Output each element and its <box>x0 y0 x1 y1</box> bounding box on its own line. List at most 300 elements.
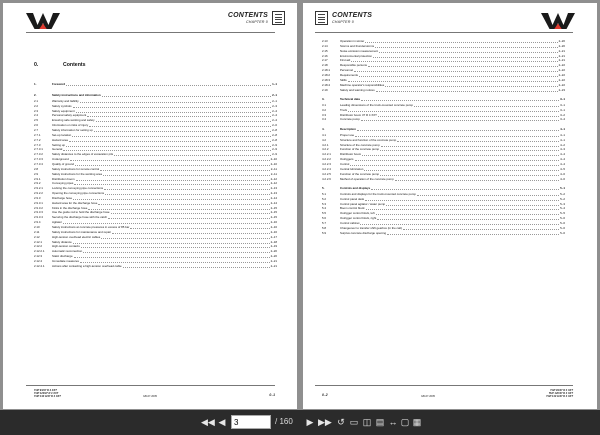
toc-entry-title: Structure of the concrete pump <box>340 142 380 147</box>
toc-entry-title: Control cabinet <box>340 221 360 225</box>
toc-entry[interactable] <box>322 49 565 53</box>
toc-entry[interactable] <box>34 93 277 97</box>
toc-entry[interactable] <box>34 162 277 166</box>
toc-entry-number: 2.18.1 <box>322 68 331 73</box>
toc-dot-leader <box>365 200 559 201</box>
single-page-icon[interactable]: ▭ <box>349 417 359 427</box>
toc-entry[interactable] <box>322 211 565 215</box>
toc-entry[interactable] <box>34 118 277 122</box>
toc-entry-title: Kinks in the discharge hose <box>52 205 88 210</box>
page-total: / 160 <box>275 417 293 426</box>
right-page <box>303 3 597 409</box>
toc-dot-leader <box>130 228 270 229</box>
toc-entry-title: Setting up <box>52 142 66 147</box>
toc-dot-leader <box>73 243 270 244</box>
toc-dot-leader <box>123 267 270 268</box>
toc-dot-leader <box>114 155 271 156</box>
toc-entry-page: 2–9 <box>272 142 277 147</box>
toc-entry[interactable] <box>34 244 277 248</box>
toc-entry[interactable] <box>34 104 277 108</box>
toc-dot-leader <box>80 262 270 263</box>
toc-entry[interactable] <box>34 177 277 181</box>
toc-entry-number: 4.2 <box>322 137 327 142</box>
toc-dot-leader <box>368 66 558 67</box>
toc-entry[interactable] <box>34 230 277 234</box>
toc-entry-number: 2.7.3.4 <box>34 161 43 166</box>
toc-entry-page: 2–15 <box>270 215 277 220</box>
toc-entry-title: Use the guide rod to hold the discharge hose <box>52 210 110 215</box>
toc-entry[interactable] <box>322 39 565 43</box>
toc-entry-number: 2.1 <box>34 98 39 103</box>
toc-entry-number: 2.12 <box>34 234 40 239</box>
toc-dot-leader <box>63 150 271 151</box>
toc-entry[interactable] <box>34 123 277 127</box>
toc-dot-leader <box>376 91 558 92</box>
toc-dot-leader <box>385 86 558 87</box>
two-page-icon[interactable]: ◫ <box>362 417 372 427</box>
toc-entry-title: Machine operator's responsibilities <box>340 82 385 87</box>
toc-entry-page: 2–10 <box>270 157 277 162</box>
toc-entry-title: Operation in winter <box>340 39 365 43</box>
toc-entry-number: 2.12.1 <box>34 239 43 244</box>
heading-title: Contents <box>63 62 86 68</box>
footer-model: THP 140 H/37 R 4 XXT <box>34 395 61 399</box>
toc-entry-number: 2.12.2 <box>34 244 43 249</box>
toc-entry-page: 2–9 <box>272 152 277 157</box>
toc-entry-page: 3–1 <box>560 102 565 107</box>
toc-dot-leader <box>366 209 559 210</box>
toc-entry[interactable] <box>34 264 277 268</box>
toc-entry-title: Control <box>340 161 350 166</box>
toc-entry[interactable] <box>34 249 277 253</box>
toc-entry-number: 4. <box>322 126 325 131</box>
toc-entry-page: 2–21 <box>558 48 565 53</box>
chapter-title: CONTENTS <box>227 12 268 19</box>
toc-entry-page: 1–1 <box>272 82 277 86</box>
toc-entry-title: Hazard area <box>52 137 68 142</box>
toc-dot-leader <box>361 120 559 121</box>
toc-entry-title: Safety symbols <box>52 103 72 108</box>
toc-entry[interactable] <box>322 147 565 151</box>
footer-models <box>34 389 61 399</box>
toc-entry[interactable] <box>322 88 565 92</box>
toc-entry-page: 2–21 <box>558 53 565 58</box>
toc-dot-leader <box>104 189 270 190</box>
chapter-header <box>228 12 268 24</box>
toc-entry-number: 4.2.1 <box>322 142 329 147</box>
toc-entry-number: 2.18.4 <box>322 82 331 87</box>
toc-entry[interactable] <box>34 196 277 200</box>
toc-entry-title: Changeover to transfer shift gearbox (in the cab) <box>340 225 403 230</box>
toc-dot-leader <box>83 252 270 253</box>
toc-entry-number: 2.11 <box>34 229 40 234</box>
toc-entry-page: 5–3 <box>560 201 565 206</box>
toc-entry[interactable] <box>322 143 565 147</box>
scroll-view-icon[interactable]: ▤ <box>375 417 385 427</box>
toc-entry-page: 2–13 <box>270 186 277 191</box>
toc-entry-number: 2.7.1 <box>34 132 41 137</box>
toc-entry-title: Outriggers <box>340 157 354 162</box>
toc-entry[interactable] <box>34 201 277 205</box>
toc-entry-page: 5–4 <box>560 206 565 211</box>
toc-dot-leader <box>364 170 559 171</box>
toc-entry-number: 2.12.4 <box>34 258 43 263</box>
toc-dot-leader <box>108 218 270 219</box>
toc-entry[interactable] <box>34 259 277 263</box>
toc-entry[interactable] <box>34 235 277 239</box>
toc-entry-page: 2–14 <box>270 195 277 200</box>
toc-entry[interactable] <box>322 58 565 62</box>
toc-entry[interactable] <box>322 177 565 181</box>
toc-entry-page: 4–1 <box>560 137 565 142</box>
toc-entry-title: Quality of ground <box>52 161 75 166</box>
toc-entry[interactable] <box>34 172 277 176</box>
toc-entry-number: 2. <box>34 92 37 97</box>
toc-entry[interactable] <box>34 113 277 117</box>
toc-entry-page: 2–16 <box>270 225 277 229</box>
toc-entry-number: 5.6 <box>322 216 327 221</box>
chapter-subtitle: CHAPTER 0 <box>332 20 354 24</box>
toc-dot-leader <box>360 224 559 225</box>
toc-dot-leader <box>373 57 558 58</box>
footer-model: THP 120/37 R 4 XXT <box>34 392 59 396</box>
toc-entry[interactable] <box>322 162 565 166</box>
toc-entry[interactable] <box>34 225 277 229</box>
toc-entry-number: 1. <box>34 82 37 86</box>
toc-dot-leader <box>73 107 271 108</box>
toc-entry-page: 2–4 <box>272 113 277 118</box>
toc-dot-leader <box>81 247 270 248</box>
toc-entry[interactable] <box>34 191 277 195</box>
footer-date: GB-07.2005 <box>421 395 435 398</box>
previous-page-icon[interactable]: ◀ <box>218 417 226 427</box>
toc-entry-number: 3.3 <box>322 112 327 117</box>
toc-dot-leader <box>371 189 559 190</box>
toc-entry-title: Personal safety equipment <box>52 113 87 118</box>
toc-entry-title: Proper use <box>340 132 355 137</box>
w-logo-icon <box>541 13 575 29</box>
toc-dot-leader <box>357 130 559 131</box>
toc-entry-number: 2.9.3.4 <box>34 215 43 220</box>
toc-entry-page: 2–16 <box>270 229 277 234</box>
toc-dot-leader <box>72 136 271 137</box>
toc-entry-page: 2–15 <box>270 210 277 215</box>
toc-dot-leader <box>376 214 559 215</box>
toc-entry-page: 2–16 <box>270 220 277 225</box>
toc-entry[interactable] <box>322 78 565 82</box>
toc-entry-title: Safety instructions for remote control <box>52 166 100 171</box>
toc-entry-page: 2–12 <box>270 181 277 186</box>
toc-entry[interactable] <box>34 186 277 190</box>
toc-entry-page: 5–6 <box>560 230 565 235</box>
toc-entry[interactable] <box>34 82 277 86</box>
toc-dot-leader <box>379 52 558 53</box>
toc-entry-number: 2.9.2.2 <box>34 191 43 196</box>
toc-dot-leader <box>96 121 271 122</box>
toc-entry-number: 2.4 <box>34 113 39 118</box>
toc-dot-leader <box>102 96 271 97</box>
toc-entry[interactable] <box>322 221 565 225</box>
toc-entry[interactable] <box>34 215 277 219</box>
toc-dot-leader <box>362 155 559 156</box>
footer-rule <box>26 385 275 386</box>
toc-dot-leader <box>395 180 559 181</box>
toc-entry[interactable] <box>34 147 277 151</box>
toc-dot-leader <box>105 194 270 195</box>
toc-entry[interactable] <box>322 197 565 201</box>
toc-entry-number: 2.19 <box>322 87 328 92</box>
toc-dot-leader <box>380 150 559 151</box>
toc-entry-number: 5.7 <box>322 221 327 225</box>
toc-entry-number: 2.9.2 <box>34 181 41 186</box>
toc-entry-number: 2.12.2.1 <box>34 249 45 254</box>
toc-entry-page: 5–6 <box>560 221 565 225</box>
toc-entry-title: Surplus concrete discharge opening <box>340 230 387 235</box>
toc-dot-leader <box>414 106 559 107</box>
toc-entry-page: 2–8 <box>272 137 277 142</box>
toc-entry-title: Concrete pump <box>340 117 360 122</box>
toc-dot-leader <box>397 141 559 142</box>
toc-entry[interactable] <box>322 192 565 196</box>
footer-date: GB-07.2005 <box>143 395 157 398</box>
toc-entry[interactable] <box>34 181 277 185</box>
toc-entry-title: Responsible persons <box>340 63 367 68</box>
toc-entry-number: 4.2.2.1 <box>322 152 331 157</box>
toc-entry[interactable] <box>322 157 565 161</box>
toc-entry-title: Leading dimensions of the truck-mounted concrete pump <box>340 102 413 107</box>
toc-dot-leader <box>348 111 559 112</box>
toc-entry-number: 5.1 <box>322 191 327 196</box>
toc-entry-page: 2–3 <box>272 103 277 108</box>
fit-width-icon[interactable]: ↔ <box>388 417 398 427</box>
toc-entry-page: 2–20 <box>558 39 565 43</box>
toc-entry-page: 2–11 <box>270 166 277 171</box>
toc-entry-title: High-tension overhead electric cables <box>52 234 101 239</box>
toc-entry-number: 2.8 <box>34 166 39 171</box>
toc-entry[interactable] <box>322 202 565 206</box>
next-page-icon[interactable]: ▶ <box>306 417 314 427</box>
toc-entry-page: 2–21 <box>270 258 277 263</box>
footer-model: THP 94/37 R 4 XXT <box>550 389 573 392</box>
toc-entry-page: 4–1 <box>560 126 565 131</box>
toc-entry-number: 3.2 <box>322 107 327 112</box>
toc-entry-page: 2–22 <box>558 63 565 68</box>
toc-entry-page: 4–4 <box>560 161 565 166</box>
page-number-input[interactable]: 3 <box>231 415 271 429</box>
toc-entry-number: 2.7.2 <box>34 137 41 142</box>
toc-entry-title: Static discharge <box>52 254 73 259</box>
toc-dot-leader <box>101 238 270 239</box>
toc-entry-number: 2.18 <box>322 63 328 68</box>
toc-entry-title: Safety equipment <box>52 108 75 113</box>
toc-entry-page: 2–4 <box>272 118 277 123</box>
toc-entry[interactable] <box>322 83 565 87</box>
toc-entry-number: 3.4 <box>322 117 327 122</box>
toc-entry-page: 2–8 <box>272 132 277 137</box>
toc-dot-leader <box>386 205 559 206</box>
toc-entry-number: 5. <box>322 185 325 190</box>
toc-entry[interactable] <box>322 226 565 230</box>
viewer-toolbar <box>0 410 600 435</box>
toc-entry-number: 5.3 <box>322 201 327 206</box>
toc-entry-title: Immediate measures <box>52 258 79 263</box>
toc-entry-number: 4.2.2.5 <box>322 171 331 176</box>
toc-dot-leader <box>361 100 559 101</box>
toc-entry-number: 2.6 <box>34 123 39 128</box>
toc-entry-title: Foreword <box>52 82 66 86</box>
toc-dot-leader <box>88 209 270 210</box>
rotate-icon[interactable]: ↺ <box>337 417 345 427</box>
toc-dot-leader <box>350 165 559 166</box>
toc-entry-page: 2–22 <box>558 82 565 87</box>
toc-entry[interactable] <box>34 143 277 147</box>
toc-entry[interactable] <box>322 54 565 58</box>
toc-entry[interactable] <box>322 216 565 220</box>
toc-entry[interactable] <box>322 186 565 190</box>
first-page-icon[interactable]: ◀◀ <box>201 417 215 427</box>
toc-dot-leader <box>80 102 271 103</box>
toc-entry[interactable] <box>322 133 565 137</box>
toc-entry-number: 4.2.2 <box>322 147 329 152</box>
toc-entry-title: Structure and function of the concrete pump <box>340 137 397 142</box>
toc-dot-leader <box>87 116 271 117</box>
toc-entry[interactable] <box>322 206 565 210</box>
toc-entry-number: 4.2.2.3 <box>322 161 331 166</box>
toc-entry-title: Safety and warning notices <box>340 87 375 92</box>
toc-entry-title: Skills <box>340 77 347 82</box>
toc-entry-page: 2–13 <box>270 191 277 196</box>
toc-dot-leader <box>365 42 558 43</box>
toc-dot-leader <box>378 116 559 117</box>
toc-entry-title: Actions after contacting a high-tension overhead cable <box>52 263 122 268</box>
toc-entry-title: Conveying pipes <box>52 181 74 186</box>
toc-entry[interactable] <box>322 117 565 121</box>
toc-dot-leader <box>377 219 559 220</box>
toc-entry-title: Underground <box>52 157 69 162</box>
toc-dot-leader <box>359 76 558 77</box>
toc-entry-page: 2–12 <box>270 176 277 181</box>
toc-entry-title: Outrigger control block, left <box>340 211 375 216</box>
footer-model: THP 120/37 R 4 XXT <box>548 392 573 396</box>
toc-dot-leader <box>112 233 270 234</box>
toc-entry[interactable] <box>322 152 565 156</box>
toc-entry[interactable] <box>34 99 277 103</box>
toc-entry-page: 5–2 <box>560 196 565 201</box>
toc-entry[interactable] <box>34 167 277 171</box>
toc-entry-page: 2–22 <box>558 68 565 73</box>
toc-entry-title: Function of the concrete pump <box>340 147 380 152</box>
toc-entry-page: 2–20 <box>270 254 277 259</box>
toc-entry-number: 2.10 <box>34 225 40 229</box>
page-heading <box>34 62 85 68</box>
book-icon <box>315 11 328 25</box>
toc-dot-leader <box>76 180 270 181</box>
toc-entry[interactable] <box>34 240 277 244</box>
toc-dot-leader <box>66 85 271 86</box>
toc-entry-page: 2–20 <box>558 43 565 48</box>
toc-dot-leader <box>417 195 559 196</box>
toc-entry-page: 3–1 <box>560 107 565 112</box>
header-rule <box>26 32 275 33</box>
toc-entry-title: Agitator <box>52 220 62 225</box>
toc-entry-title: Securing the discharge hose with the catch <box>52 215 108 220</box>
toc-entry[interactable] <box>34 138 277 142</box>
toc-entry[interactable] <box>34 220 277 224</box>
chapter-subtitle: CHAPTER 0 <box>246 20 268 24</box>
toc-dot-leader <box>348 81 558 82</box>
toc-entry-number: 2.7.3.2 <box>34 152 43 157</box>
toc-entry-page: 2–22 <box>558 77 565 82</box>
toc-entry[interactable] <box>34 133 277 137</box>
toc-entry[interactable] <box>34 128 277 132</box>
toc-entry-page: 4–6 <box>560 171 565 176</box>
toc-dot-leader <box>351 61 558 62</box>
toc-entry-title: Safety distances to the edges of excavation pits <box>52 152 114 157</box>
toc-entry[interactable] <box>322 113 565 117</box>
toc-entry[interactable] <box>34 152 277 156</box>
toc-entry[interactable] <box>34 157 277 161</box>
toc-entry[interactable] <box>34 210 277 214</box>
toc-entry[interactable] <box>34 206 277 210</box>
toc-entry-title: Personnel <box>340 68 354 73</box>
toc-entry-page: 2–14 <box>270 200 277 205</box>
toc-entry-page: 2–1 <box>272 98 277 103</box>
toc-entry[interactable] <box>322 172 565 176</box>
toc-dot-leader <box>103 175 270 176</box>
toc-entry-number: 2.9.4 <box>34 220 41 225</box>
toc-entry[interactable] <box>322 73 565 77</box>
toc-entry-number: 3. <box>322 96 325 101</box>
toc-entry-title: Information on risks of injury <box>52 123 89 128</box>
toc-entry-title: Noise emission measurement <box>340 48 379 53</box>
toc-dot-leader <box>381 146 559 147</box>
toc-entry-number: 4.2.2.2 <box>322 157 331 162</box>
footer-models <box>546 389 573 399</box>
toc-entry[interactable] <box>322 138 565 142</box>
toc-entry-title: Environmental protection <box>340 53 372 58</box>
toc-entry-number: 2.13 <box>322 39 328 43</box>
toc-entry-number: 2.2 <box>34 103 39 108</box>
toc-entry[interactable] <box>322 127 565 131</box>
toc-entry-page: 5–2 <box>560 191 565 196</box>
toc-entry[interactable] <box>322 231 565 235</box>
fit-page-icon[interactable]: ▢ <box>400 417 410 427</box>
brand-logo <box>26 13 60 29</box>
toc-entry-title: Discharge hose <box>52 195 73 200</box>
thumbnails-icon[interactable]: ▦ <box>412 417 422 427</box>
toc-dot-leader <box>355 160 559 161</box>
toc-dot-leader <box>63 223 270 224</box>
toc-entry-page: 4–1 <box>560 132 565 137</box>
toc-entry[interactable] <box>322 108 565 112</box>
toc-entry[interactable] <box>322 68 565 72</box>
toc-dot-leader <box>74 257 270 258</box>
toc-entry[interactable] <box>322 103 565 107</box>
toc-entry[interactable] <box>322 167 565 171</box>
toc-entry-title: Control panel agitator / water pump <box>340 201 386 206</box>
toc-entry[interactable] <box>322 44 565 48</box>
toc-entry-title: Method of operation of the concrete pump <box>340 176 394 181</box>
toc-entry[interactable] <box>34 109 277 113</box>
toc-entry[interactable] <box>322 97 565 101</box>
footer-page-number: 0–2 <box>322 393 328 397</box>
toc-entry[interactable] <box>322 63 565 67</box>
toc-entry-number: 5.4 <box>322 206 327 211</box>
last-page-icon[interactable]: ▶▶ <box>318 417 332 427</box>
toc-dot-leader <box>70 160 270 161</box>
toc-entry[interactable] <box>34 254 277 258</box>
toc-entry-number: 3.1 <box>322 102 327 107</box>
